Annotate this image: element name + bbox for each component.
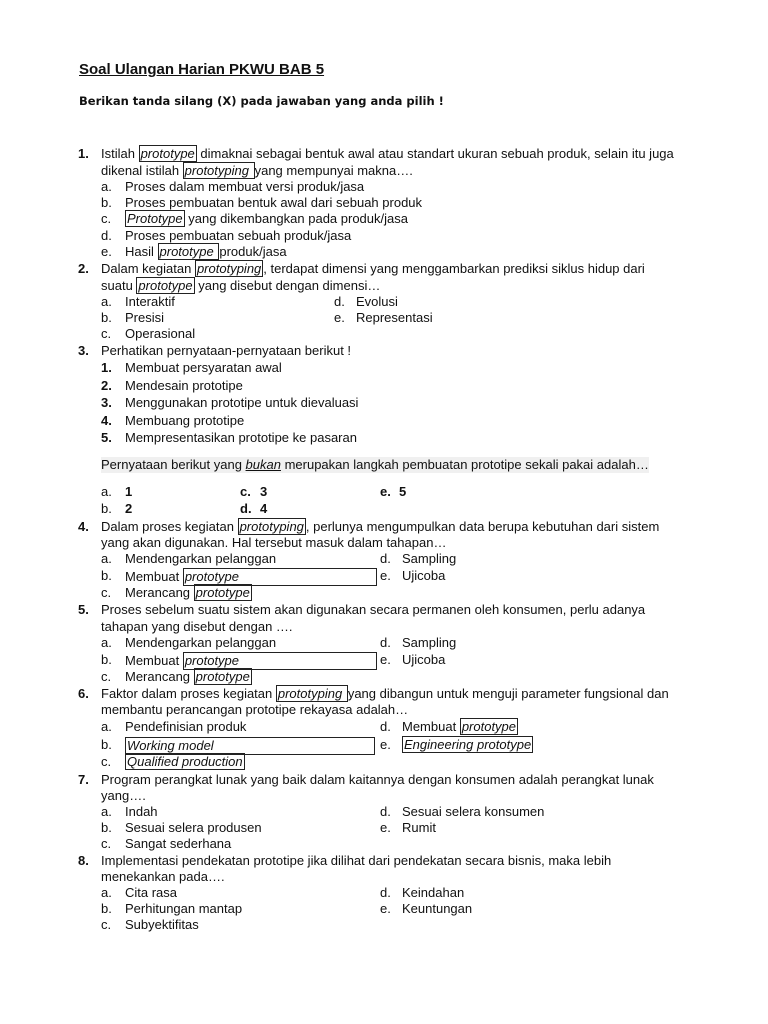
option-d[interactable]: Sesuai selera konsumen [402, 804, 545, 819]
option-label: b. [101, 652, 112, 667]
option-c[interactable]: Merancang prototype [125, 669, 250, 684]
option-label: e. [380, 737, 391, 752]
question-text: Dalam kegiatan prototyping , terdapat dimensi yang menggambarkan prediksi siklus hidup dari [101, 261, 645, 276]
question-text: Dalam proses kegiatan prototyping , perlunya mengumpulkan data berupa kebutuhan dari sistem [101, 519, 660, 534]
statement: Menggunakan prototipe untuk dievaluasi [125, 395, 359, 410]
question-number: 7. [78, 772, 89, 787]
option-b[interactable]: Sesuai selera produsen [125, 820, 262, 835]
option-label: d. [240, 501, 252, 516]
question-stem: Pernyataan berikut yang bukan merupakan langkah pembuatan prototipe sekali pakai adalah… [101, 457, 649, 472]
question-text: tahapan yang disebut dengan …. [101, 619, 293, 634]
option-b[interactable]: 2 [125, 501, 133, 516]
option-label: b. [101, 501, 112, 516]
option-d[interactable]: Membuat prototype [402, 719, 517, 734]
option-label: d. [380, 719, 391, 734]
option-c[interactable]: 3 [260, 484, 268, 499]
option-e[interactable]: Engineering prototype [404, 737, 532, 752]
option-label: e. [380, 820, 391, 835]
question-text: menekankan pada…. [101, 869, 225, 884]
question-text: Program perangkat lunak yang baik dalam kaitannya dengan konsumen adalah perangkat lunak [101, 772, 654, 787]
option-e[interactable]: Keuntungan [402, 901, 473, 916]
option-label: c. [101, 211, 112, 226]
option-b[interactable]: Perhitungan mantap [125, 901, 243, 916]
option-label: d. [380, 804, 391, 819]
option-b[interactable]: Proses pembuatan bentuk awal dari sebuah produk [125, 195, 423, 210]
question-number: 6. [78, 686, 89, 701]
option-b[interactable]: Membuat prototype [125, 568, 377, 586]
option-label: d. [380, 635, 391, 650]
option-label: d. [380, 551, 391, 566]
page-title: Soal Ulangan Harian PKWU BAB 5 [79, 61, 325, 78]
option-e[interactable]: Ujicoba [402, 652, 446, 667]
question-number: 1. [78, 146, 89, 161]
option-a[interactable]: Interaktif [125, 294, 175, 309]
option-c[interactable]: Subyektifitas [125, 917, 199, 932]
question-text: Proses sebelum suatu sistem akan digunakan secara permanen oleh konsumen, perlu adanya [101, 602, 646, 617]
option-e[interactable]: Hasil prototype produk/jasa [125, 244, 287, 259]
option-label: e. [380, 901, 391, 916]
option-d[interactable]: Sampling [402, 551, 457, 566]
option-c[interactable]: Qualified production [127, 754, 243, 769]
statement: Membuat persyaratan awal [125, 360, 282, 375]
option-d[interactable]: Sampling [402, 635, 457, 650]
option-c[interactable]: Merancang prototype [125, 585, 250, 600]
option-b[interactable]: Membuat prototype [125, 652, 377, 670]
question-number: 2. [78, 261, 89, 276]
option-label: b. [101, 737, 112, 752]
option-label: c. [101, 669, 112, 684]
option-label: c. [101, 326, 112, 341]
option-label: b. [101, 310, 112, 325]
option-a[interactable]: Proses dalam membuat versi produk/jasa [125, 179, 365, 194]
option-d[interactable]: Evolusi [356, 294, 398, 309]
option-label: b. [101, 820, 112, 835]
option-b[interactable]: Working model [125, 737, 375, 755]
option-label: c. [101, 585, 112, 600]
question-text: yang…. [101, 788, 146, 803]
option-label: c. [101, 754, 112, 769]
option-label: d. [334, 294, 345, 309]
option-e[interactable]: 5 [399, 484, 407, 499]
option-a[interactable]: Cita rasa [125, 885, 178, 900]
option-a[interactable]: Pendefinisian produk [125, 719, 247, 734]
option-label: a. [101, 551, 112, 566]
option-c[interactable]: Prototype yang dikembangkan pada produk/jasa [127, 211, 408, 226]
option-e[interactable]: Rumit [402, 820, 436, 835]
option-c[interactable]: Operasional [125, 326, 196, 341]
question-text: yang akan digunakan. Hal tersebut masuk dalam tahapan… [101, 535, 447, 550]
option-label: a. [101, 885, 112, 900]
option-label: a. [101, 635, 112, 650]
option-label: d. [380, 885, 391, 900]
statement-number: 5. [101, 430, 112, 445]
option-label: c. [101, 917, 112, 932]
statement: Mendesain prototipe [125, 378, 243, 393]
question-number: 4. [78, 519, 89, 534]
question-number: 8. [78, 853, 89, 868]
option-label: a. [101, 484, 112, 499]
statement-number: 2. [101, 378, 112, 393]
instruction: Berikan tanda silang (X) pada jawaban yang anda pilih ! [79, 94, 444, 108]
question-text: Istilah prototype dimaknai sebagai bentuk awal atau standart ukuran sebuah produk, selain itu juga [101, 146, 674, 161]
option-label: a. [101, 804, 112, 819]
statement: Mempresentasikan prototipe ke pasaran [125, 430, 357, 445]
statement: Membuang prototipe [125, 413, 245, 428]
question-text: membantu perancangan prototipe rekayasa adalah… [101, 702, 409, 717]
question-text: Perhatikan pernyataan-pernyataan berikut ! [101, 343, 352, 358]
option-d[interactable]: Keindahan [402, 885, 465, 900]
option-label: b. [101, 195, 112, 210]
question-text: Implementasi pendekatan prototipe jika dilihat dari pendekatan secara bisnis, maka lebih [101, 853, 612, 868]
statement-number: 1. [101, 360, 112, 375]
option-b[interactable]: Presisi [125, 310, 165, 325]
statement-number: 3. [101, 395, 112, 410]
option-label: c. [240, 484, 251, 499]
option-label: a. [101, 294, 112, 309]
option-d[interactable]: 4 [260, 501, 268, 516]
option-a[interactable]: Indah [125, 804, 158, 819]
option-label: c. [101, 836, 112, 851]
option-label: e. [380, 652, 391, 667]
option-label: e. [334, 310, 345, 325]
option-e[interactable]: Ujicoba [402, 568, 446, 583]
option-label: e. [380, 568, 391, 583]
option-a[interactable]: 1 [125, 484, 133, 499]
option-label: a. [101, 179, 112, 194]
question-text: dikenal istilah prototyping yang mempunyai makna…. [101, 163, 413, 178]
question-number: 5. [78, 602, 89, 617]
option-a[interactable]: Mendengarkan pelanggan [125, 635, 277, 650]
option-label: a. [101, 719, 112, 734]
question-text: Faktor dalam proses kegiatan prototyping yang dibangun untuk menguji parameter fungsional dan [101, 686, 669, 701]
option-label: b. [101, 901, 112, 916]
option-a[interactable]: Mendengarkan pelanggan [125, 551, 277, 566]
option-e[interactable]: Representasi [356, 310, 433, 325]
option-label: d. [101, 228, 112, 243]
option-label: b. [101, 568, 112, 583]
option-label: e. [101, 244, 112, 259]
statement-number: 4. [101, 413, 112, 428]
question-number: 3. [78, 343, 89, 358]
option-d[interactable]: Proses pembuatan sebuah produk/jasa [125, 228, 352, 243]
option-label: e. [380, 484, 391, 499]
option-c[interactable]: Sangat sederhana [125, 836, 232, 851]
question-text: suatu prototype yang disebut dengan dimensi… [101, 278, 381, 293]
